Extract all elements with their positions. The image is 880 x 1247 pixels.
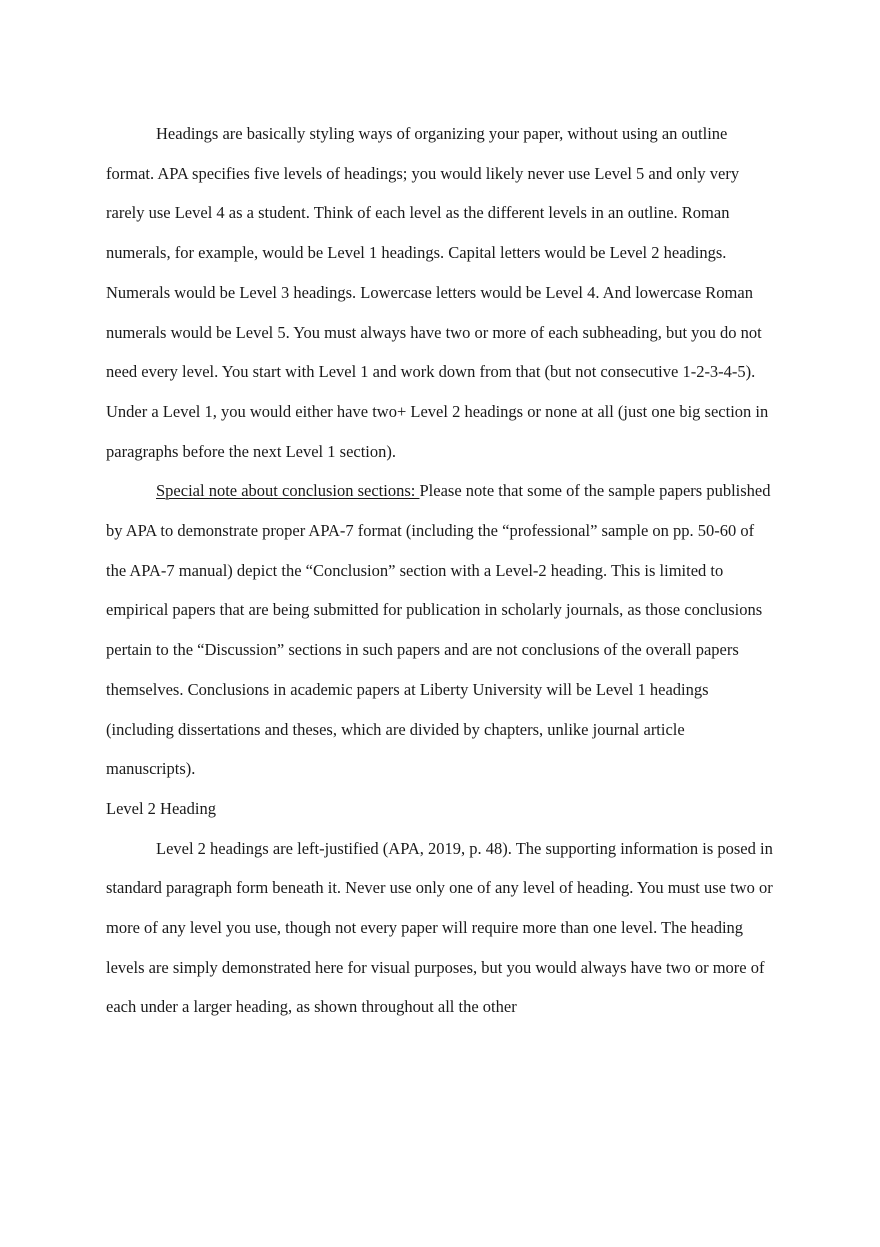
paragraph-level-2-description: Level 2 headings are left-justified (APA, 2019, p. 48). The supporting information is posed in standard paragraph form beneath it. Never use only one of any level of heading. You must use two or more of any level you use, though not every paper will require more than one level. The heading levels are simply demonstrated here for visual purposes, but you would always have two or more of each under a larger heading, as shown throughout all the other xyxy=(106,838,773,1017)
paragraph-conclusion-note xyxy=(106,471,778,789)
special-note-label: Special note about conclusion sections: xyxy=(156,481,420,501)
paragraph-headings-overview: Headings are basically styling ways of organizing your paper, without using an outline format. APA specifies five levels of headings; you would likely never use Level 5 and only very rarely use Level 4 as a student. Think of each level as the different levels in an outline. Roman numerals, for example, would be Level 1 headings. Capital letters would be Level 2 headings. Numerals would be Level 3 headings. Lowercase letters would be Level 4. And lowercase Roman numerals would be Level 5. You must always have two or more of each subheading, but you do not need every level. You start with Level 1 and work down from that (but not consecutive 1-2-3-4-5). Under a Level 1, you would either have two+ Level 2 headings or none at all (just one big section in paragraphs before the next Level 1 section). xyxy=(106,124,769,461)
level-2-heading: Level 2 Heading xyxy=(106,798,216,818)
document-body xyxy=(106,114,778,1027)
special-note-text: Please note that some of the sample papers published by APA to demonstrate proper APA-7 format (including the “professional” sample on pp. 50-60 of the APA-7 manual) depict the “Conclusion” section with a Level-2 heading. This is limited to empirical papers that are being submitted for publication in scholarly journals, as those conclusions pertain to the “Discussion” sections in such papers and are not conclusions of the overall papers themselves. Conclusions in academic papers at Liberty University will be Level 1 headings (including dissertations and theses, which are divided by chapters, unlike journal article manuscripts). xyxy=(106,481,771,779)
